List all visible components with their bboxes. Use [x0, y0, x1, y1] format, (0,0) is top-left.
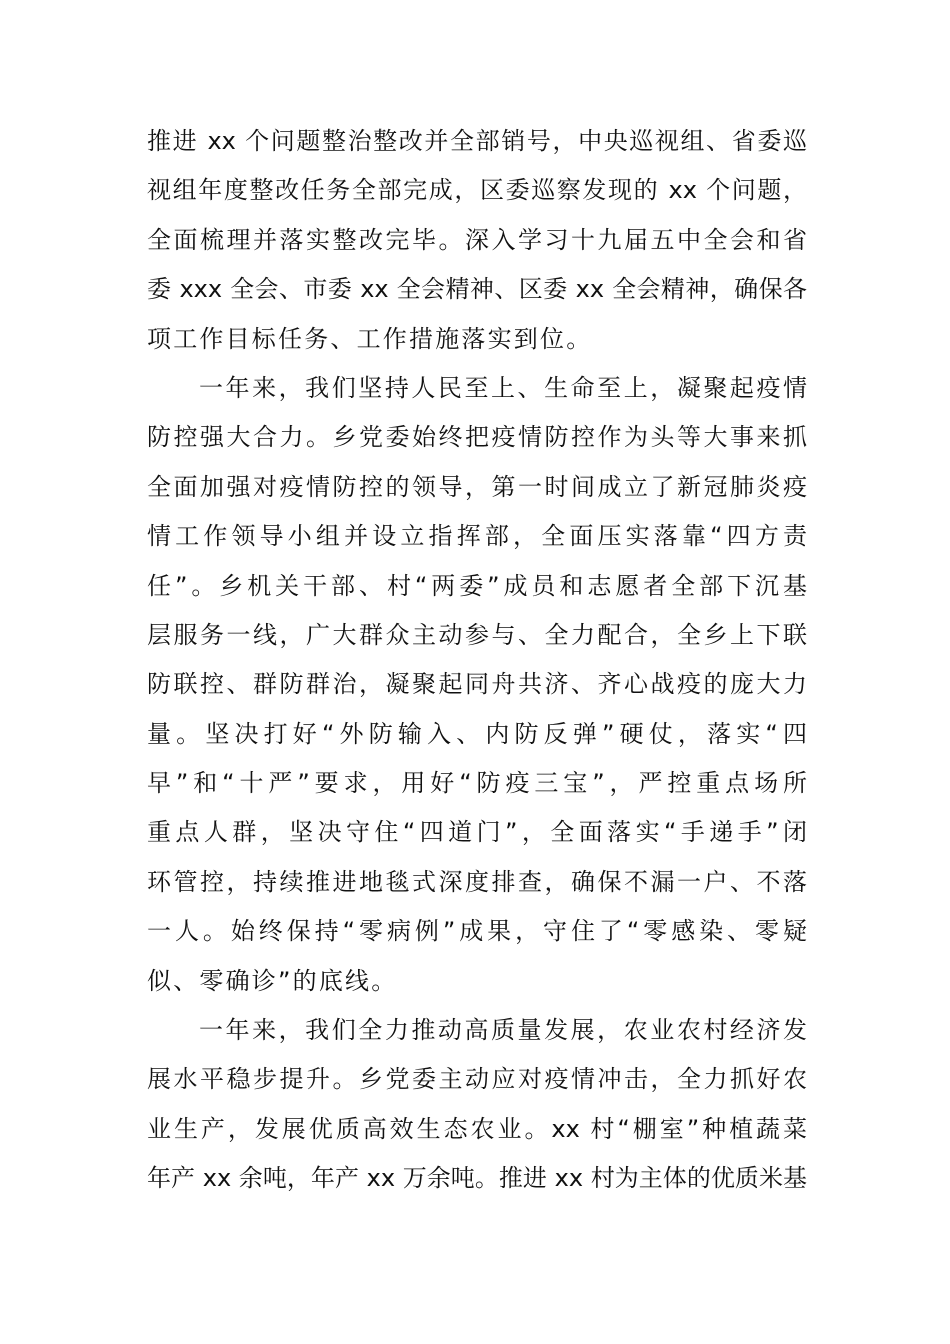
paragraph-3-line-4: 年产 xx 余吨，年产 xx 万余吨。推进 xx 村为主体的优质米基: [147, 1164, 807, 1193]
paragraph-2-line-7: 防联控、群防群治，凝聚起同舟共济、齐心战疫的庞大力: [147, 670, 807, 699]
paragraph-2-line-8: 量。坚决打好“外防输入、内防反弹”硬仗，落实“四: [147, 719, 807, 748]
paragraph-2-line-3: 全面加强对疫情防控的领导，第一时间成立了新冠肺炎疫: [147, 472, 807, 501]
paragraph-2-line-1: 一年来，我们坚持人民至上、生命至上，凝聚起疫情: [199, 373, 807, 402]
paragraph-2-line-5: 任”。乡机关干部、村“两委”成员和志愿者全部下沉基: [147, 571, 807, 600]
paragraph-2-line-2: 防控强大合力。乡党委始终把疫情防控作为头等大事来抓: [147, 423, 807, 452]
paragraph-2-line-12: 一人。始终保持“零病例”成果，守住了“零感染、零疑: [147, 917, 807, 946]
paragraph-2-line-6: 层服务一线，广大群众主动参与、全力配合，全乡上下联: [147, 620, 807, 649]
paragraph-1-line-5: 项工作目标任务、工作措施落实到位。: [147, 324, 593, 353]
document-body: [147, 124, 807, 1211]
paragraph-3-line-1: 一年来，我们全力推动高质量发展，农业农村经济发: [199, 1016, 807, 1045]
paragraph-2-line-4: 情工作领导小组并设立指挥部，全面压实落靠“四方责: [147, 522, 807, 551]
paragraph-1-line-1: 推进 xx 个问题整治整改并全部销号，中央巡视组、省委巡: [147, 127, 807, 155]
paragraph-3-line-2: 展水平稳步提升。乡党委主动应对疫情冲击，全力抓好农: [147, 1065, 807, 1094]
paragraph-2-line-9: 早”和“十严”要求，用好“防疫三宝”，严控重点场所: [147, 769, 807, 798]
paragraph-2-line-10: 重点人群，坚决守住“四道门”，全面落实“手递手”闭: [147, 818, 807, 847]
paragraph-1-line-2: 视组年度整改任务全部完成，区委巡察发现的 xx 个问题，: [147, 176, 807, 205]
paragraph-2-line-11: 环管控，持续推进地毯式深度排查，确保不漏一户、不落: [147, 867, 807, 896]
paragraph-3-line-3: 业生产，发展优质高效生态农业。xx 村“棚室”种植蔬菜: [147, 1114, 807, 1143]
paragraph-1-line-3: 全面梳理并落实整改完毕。深入学习十九届五中全会和省: [147, 225, 807, 254]
paragraph-1-line-4: 委 xxx 全会、市委 xx 全会精神、区委 xx 全会精神，确保各: [147, 275, 807, 304]
paragraph-2-line-13: 似、零确诊”的底线。: [147, 966, 398, 995]
